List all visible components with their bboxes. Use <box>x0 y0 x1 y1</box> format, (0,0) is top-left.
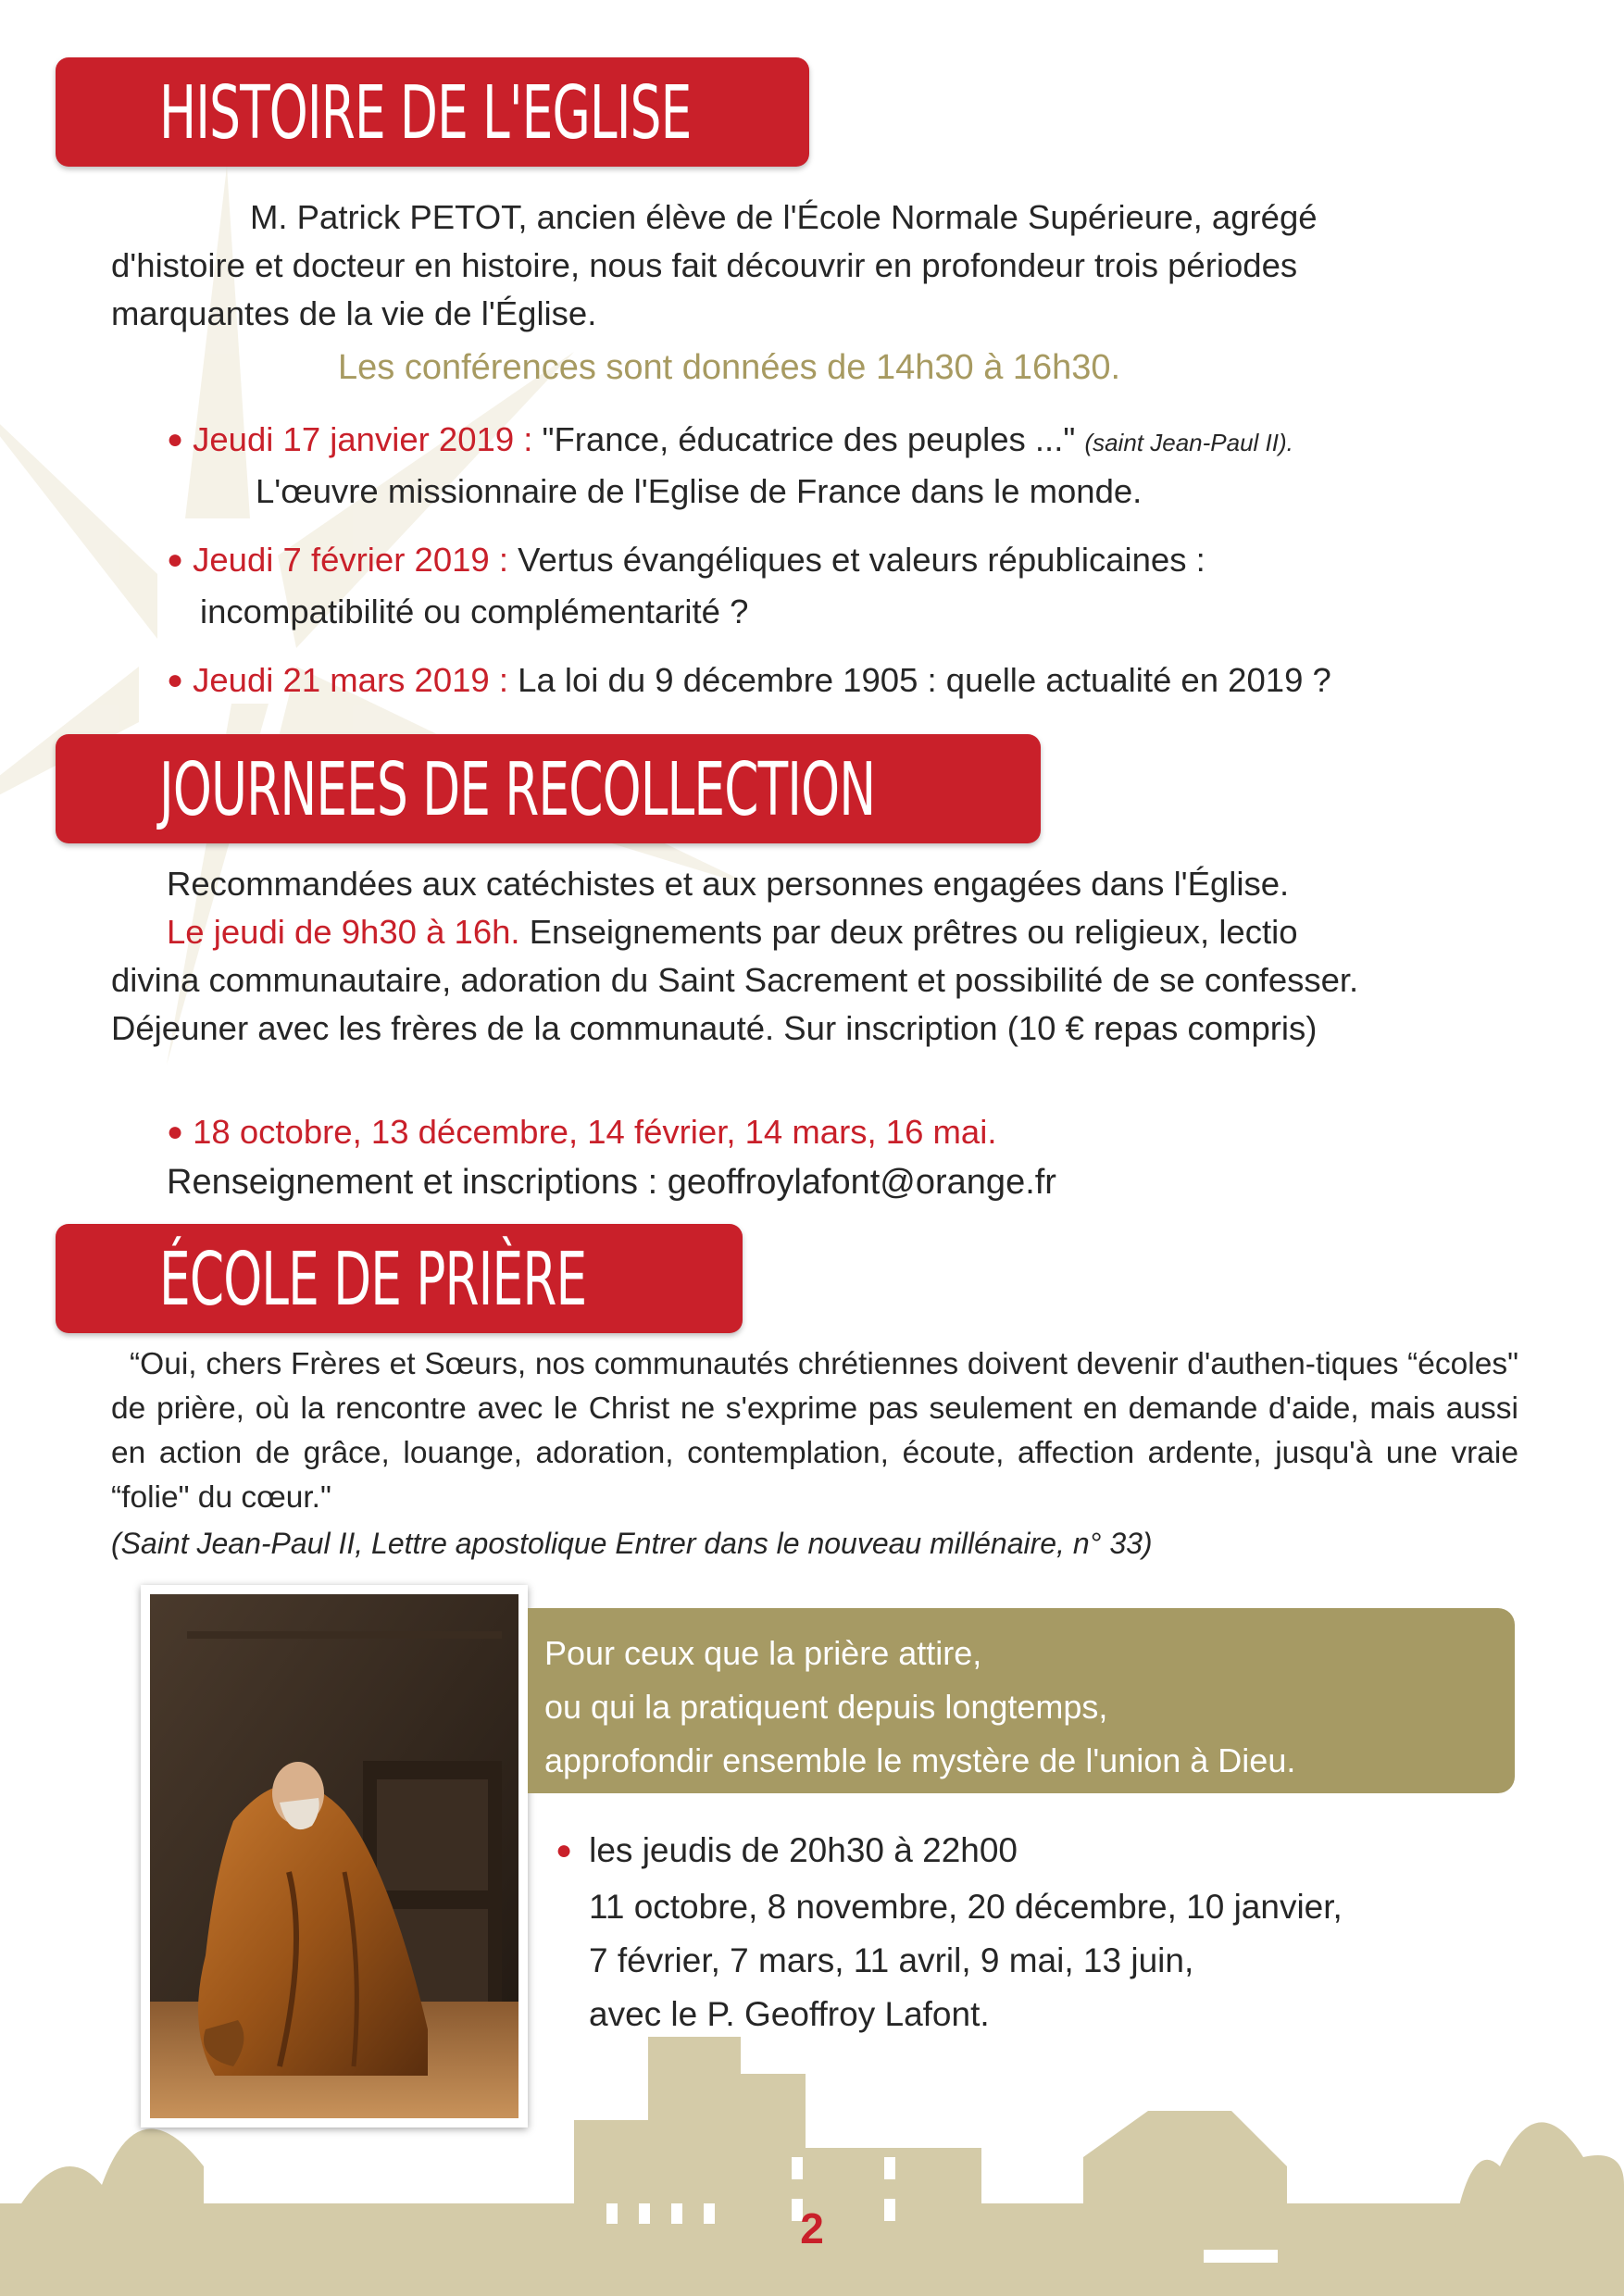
bullet-icon: ● <box>556 1835 573 1866</box>
recollection-line: divina communautaire, adoration du Saint Sacrement et possibilité de se confesser. <box>111 961 1359 999</box>
event-date: Jeudi 17 janvier 2019 : <box>193 420 533 458</box>
recollection-line: Recommandées aux catéchistes et aux personnes engagées dans l'Église. <box>167 865 1290 903</box>
section-title-priere <box>56 1224 743 1333</box>
list-item <box>167 417 1293 466</box>
event-note: (saint Jean-Paul II). <box>1084 429 1293 456</box>
monk-photo <box>141 1585 528 2128</box>
bullet-icon: ● <box>167 665 184 695</box>
recollection-dates <box>167 1109 996 1158</box>
page-number: 2 <box>800 2204 824 2252</box>
prayer-citation: (Saint Jean-Paul II, Lettre apostolique Entrer dans le nouveau millénaire, n° 33) <box>111 1527 1153 1560</box>
schedule-text: les jeudis de 20h30 à 22h00 <box>589 1831 1018 1869</box>
recollection-line: Déjeuner avec les frères de la communauté. Sur inscription (10 € repas compris) <box>111 1009 1318 1047</box>
recollection-line-text: Enseignements par deux prêtres ou religieux, lectio <box>519 913 1298 951</box>
bullet-icon: ● <box>167 424 184 455</box>
invitation-line: Pour ceux que la prière attire, <box>544 1634 982 1672</box>
event-subtext: incompatibilité ou complémentarité ? <box>200 593 749 630</box>
section-title-priere-text: ÉCOLE DE PRIÈRE <box>159 1235 587 1322</box>
histoire-intro-line: d'histoire et docteur en histoire, nous fait découvrir en profondeur trois périodes <box>111 246 1298 284</box>
recollection-dates-text: 18 octobre, 13 décembre, 14 février, 14 mars, 16 mai. <box>193 1113 997 1151</box>
event-date: Jeudi 21 mars 2019 : <box>193 661 508 699</box>
schedule-line <box>556 1824 1343 1880</box>
schedule-dates-line: avec le P. Geoffroy Lafont. <box>589 1995 990 2033</box>
section-title-recollection-text: JOURNEES DE RECOLLECTION <box>159 745 876 832</box>
prayer-quote: “Oui, chers Frères et Sœurs, nos communautés chrétiennes doivent devenir d'authen-tiques “écoles" de prière, où la rencontre avec le Christ ne s'exprime pas seulement en demande d'aide, mais aussi en action de grâce, louange, adoration, contemplation, écoute, affection ardente, jusqu'à une vraie “folie" du cœur." <box>111 1347 1518 1515</box>
conference-hours: Les conférences sont données de 14h30 à 16h30. <box>338 348 1121 387</box>
event-subtext: L'œuvre missionnaire de l'Eglise de France dans le monde. <box>256 472 1143 510</box>
schedule-dates-line: 11 octobre, 8 novembre, 20 décembre, 10 janvier, <box>589 1888 1343 1926</box>
event-date: Jeudi 7 février 2019 : <box>193 541 508 579</box>
invitation-line: ou qui la pratiquent depuis longtemps, <box>544 1688 1108 1726</box>
histoire-intro-line: marquantes de la vie de l'Église. <box>111 294 597 332</box>
bullet-icon: ● <box>167 1117 184 1147</box>
prayer-schedule <box>556 1824 1343 2041</box>
recollection-contact: Renseignement et inscriptions : geoffroylafont@orange.fr <box>167 1163 1056 1202</box>
event-text: La loi du 9 décembre 1905 : quelle actualité en 2019 ? <box>508 661 1331 699</box>
section-title-recollection <box>56 734 1041 843</box>
recollection-hours: Le jeudi de 9h30 à 16h. <box>167 913 520 951</box>
histoire-intro-line: M. Patrick PETOT, ancien élève de l'École Normale Supérieure, agrégé <box>250 198 1318 236</box>
section-title-histoire-text: HISTOIRE DE L'EGLISE <box>159 69 692 156</box>
bullet-icon: ● <box>167 544 184 575</box>
invitation-line: approfondir ensemble le mystère de l'union à Dieu. <box>544 1741 1296 1779</box>
event-text: "France, éducatrice des peuples ..." <box>532 420 1085 458</box>
list-item <box>167 537 1206 586</box>
schedule-dates-line: 7 février, 7 mars, 11 avril, 9 mai, 13 juin, <box>589 1941 1194 1979</box>
prayer-invitation-box <box>528 1608 1515 1793</box>
section-title-histoire <box>56 57 809 167</box>
list-item <box>167 657 1331 706</box>
recollection-line <box>167 909 1298 955</box>
event-text: Vertus évangéliques et valeurs républicaines : <box>508 541 1206 579</box>
